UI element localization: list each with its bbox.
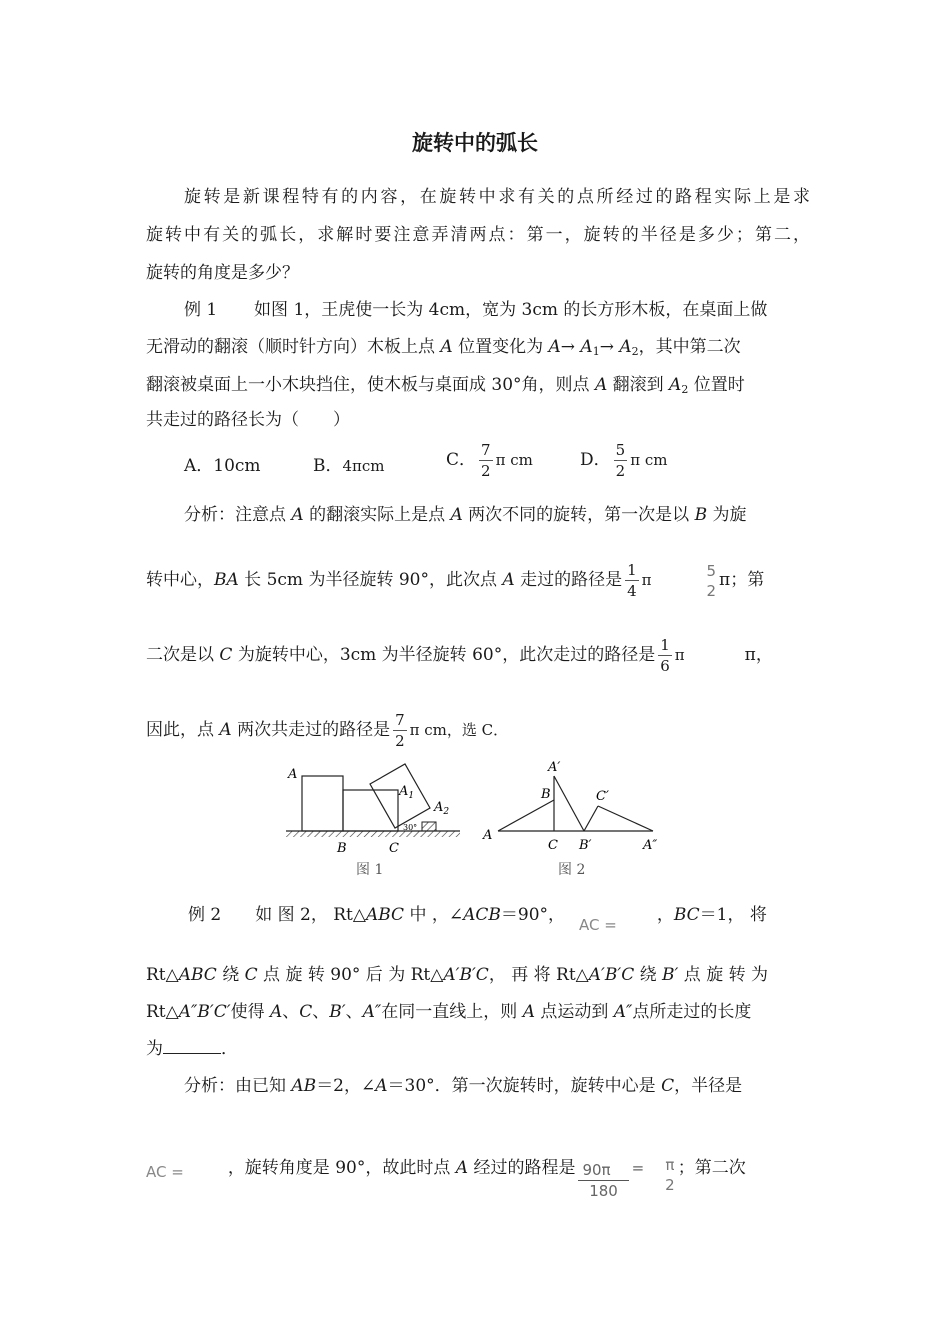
var-ApBpC: A′B′C [443,965,489,985]
an1-t6: 长 5cm 为半径旋转 90°，此次点 [238,570,503,590]
seg-ApBp [554,776,584,831]
ex1-text-3a: 翻滚被桌面上一小木块挡住，使木板与桌面成 30°角，则点 [146,375,595,395]
option-d-label: D． [580,450,611,470]
ex2-line-3 [146,997,810,1022]
ex2-line-2 [146,960,810,985]
ex2-t19: 点所走过的长度 [632,1002,752,1022]
ex1-text-2a: 无滑动的翻滚（顺时针方向）木板上点 [146,337,441,357]
var-A: A [522,1002,535,1022]
an2-t5: ，旋转角度是 90°，故此时点 [227,1158,456,1178]
pi-symbol: π [641,571,652,589]
an2-t7: ；第二次 [677,1158,746,1178]
var-Bp: B′ [329,1002,346,1022]
option-d-unit: π cm [630,451,668,469]
pi-symbol: π [674,646,685,664]
var-App: A″ [362,1002,382,1022]
ex1-label: 例 1 [184,300,218,320]
ex2-t15: 、 [312,1002,330,1022]
ex1-text-3c: 位置时 [688,375,745,395]
label-C-prime: C′ [596,789,609,804]
fig1-caption: 图 1 [356,862,384,878]
fraction-7-2 [393,710,407,751]
analysis1-line-3 [146,635,810,676]
an2-t4: ，半径是 [674,1076,743,1096]
an1-t11: π， [744,645,773,665]
var-C: C [299,1002,313,1022]
ex2-t20: 为 [146,1039,163,1059]
an2-t1: 分析：由已知 [184,1076,292,1096]
ex2-t12: Rt△ [146,1002,179,1022]
ex1-line-2 [146,332,810,358]
ex2-t8: 点 旋 转 90° 后 为 Rt△ [257,965,444,985]
ex2-t7: 绕 [216,965,245,985]
var-C: C [244,965,258,985]
frac-den: 2 [615,462,626,480]
frac-num: π [665,1155,675,1174]
an1-t8: π；第 [719,570,765,590]
label-A2: A [483,828,493,843]
ex2-t14: 、 [282,1002,300,1022]
intro-line-2: 旋转中有关的弧长，求解时要注意弄清两点：第一，旋转的半径是多少；第二， [146,225,810,245]
an1-t12: 因此，点 [146,720,220,740]
an1-t9: 二次是以 [146,645,220,665]
label-C: C [389,841,399,856]
var-ABC: ABC [365,905,405,925]
label-A-prime: A′ [548,760,561,775]
option-d [580,440,667,481]
figure-2 [478,756,678,880]
frac-num: 1 [627,561,637,579]
path-A1-A2: → A [599,337,632,357]
frac-den: 6 [660,657,670,675]
frac-num: 7 [481,441,491,459]
sub-2: 2 [681,383,689,396]
ex2-t5: ＝1， 将 [699,905,767,925]
var-A: A [269,1002,283,1022]
ex2-line-1 [188,900,810,934]
var-A: A [455,1158,469,1178]
var-C: C [219,645,233,665]
frac-den: 2 [706,581,717,600]
var-App: A″ [613,1002,633,1022]
ex2-t9: ， 再 将 Rt△ [488,965,589,985]
label-B2: B [541,787,551,802]
option-b-label: B． [313,456,343,476]
seg-CpApp [598,806,653,831]
ex2-t16: 、 [345,1002,363,1022]
frac-num: 90π [578,1160,628,1181]
ex2-t11: 点 旋 转 为 [678,965,769,985]
an1-t14: π cm，选 C． [409,721,509,739]
ex2-t10: 绕 [634,965,663,985]
an1-t3: 两次不同的旋转，第一次是以 [462,505,695,525]
ex1-text-1: 如图 1，王虎使一长为 4cm，宽为 3cm 的长方形木板，在桌面上做 [254,300,768,320]
path-A-A1: A→ A [548,337,593,357]
an1-t2: 的翻滚实际上是点 [303,505,451,525]
var-A: A [594,375,608,395]
page-title: 旋转中的弧长 [412,131,538,155]
ex2-t18: 点运动到 [534,1002,614,1022]
var-A: A [219,720,232,740]
sub-1: 1 [592,345,600,358]
frac-den: 2 [481,462,491,480]
board-position-1 [302,776,343,831]
an1-t5: 转中心， [146,570,214,590]
an1-t13: 两次共走过的路径是 [231,720,391,740]
an2-t3: ＝30°．第一次旋转时，旋转中心是 [387,1076,662,1096]
option-c [446,440,533,481]
table-hatch [286,831,460,837]
frac-num: 5 [706,561,717,580]
frac-num: 5 [615,441,626,459]
var-Bp: B′ [662,965,679,985]
sub-2: 2 [631,345,639,358]
frac-num: 7 [395,711,405,729]
ex2-t1: 例 2 如 图 2， Rt△ [188,905,366,925]
small-block [422,822,436,831]
an2-t6: 经过的路程是 [468,1158,576,1178]
fraction-1-6 [658,635,672,676]
analysis2-line-1 [184,1071,810,1096]
frac-den: 4 [627,582,637,600]
frac-den: 2 [395,732,405,750]
label-A2: $A_2$ [434,800,450,817]
label-B: B [337,841,347,856]
option-c-label: C． [446,450,477,470]
option-b [313,451,385,476]
var-ApBpC: A′B′C [588,965,635,985]
option-a: A．10cm [184,456,261,476]
result-pi-2 [665,1155,675,1195]
ex2-t2: 中 ，∠ [404,905,464,925]
option-d-fraction [614,440,628,481]
ex2-t4: ， [656,905,674,925]
ex2-t17: 在同一直线上，则 [381,1002,523,1022]
label-A-double-prime: A″ [643,838,658,853]
analysis1-line-1 [184,500,810,525]
frac-den: 2 [665,1175,675,1194]
var-C: C [661,1076,675,1096]
label-A: A [288,767,298,782]
var-A2: A [669,375,682,395]
var-BC: BC [673,905,700,925]
frac-num: 1 [660,636,670,654]
fig2-caption: 图 2 [558,862,586,878]
an1-t4: 为旋 [707,505,747,525]
ex2-t3: ＝90°， [500,905,566,925]
ex2-t21: ． [221,1039,238,1059]
label-C2: C [548,838,558,853]
label-B-prime: B′ [579,838,592,853]
frac-den: 180 [589,1182,618,1200]
option-c-fraction [479,440,493,481]
figure-1 [282,756,472,880]
ex1-line-1 [184,295,810,320]
seg-AB [498,800,554,831]
an1-t7: 走过的路径是 [514,570,623,590]
ex1-line-3 [146,370,810,396]
ex2-t6: Rt△ [146,965,179,985]
equals: = [631,1159,645,1177]
analysis1-line-4 [146,710,810,751]
label-A1: $A_1$ [399,784,415,801]
ex1-line-4: 共走过的路径长为（ ） [146,410,350,430]
an1-t10: 为旋转中心，3cm 为半径旋转 60°，此次走过的路径是 [232,645,656,665]
label-30deg: 30° [403,823,418,832]
var-B: B [694,505,708,525]
intro-line-1: 旋转是新课程特有的内容，在旋转中求有关的点所经过的路程实际上是求 [184,187,810,207]
var-AppBpCp: A″B′C′ [178,1002,231,1022]
intro-line-3: 旋转的角度是多少？ [146,263,299,283]
analysis2-line-2 [146,1148,810,1200]
answer-blank[interactable] [163,1039,221,1054]
option-b-value: 4πcm [342,457,385,475]
ex1-text-2b: 位置变化为 [452,337,549,357]
var-A: A [291,505,304,525]
analysis1-line-2 [146,560,810,601]
var-AB: AB [291,1076,317,1096]
ex2-t13: 使得 [230,1002,270,1022]
var-A: A [502,570,515,590]
result-5-2 [706,561,716,601]
var-BA: BA [214,570,239,590]
var-ABC: ABC [178,965,217,985]
ex1-text-3b: 翻滚到 [607,375,670,395]
ex1-text-2c: ，其中第二次 [638,337,741,357]
fraction-1-4 [625,560,639,601]
var-A: A [375,1076,388,1096]
var-ACB: ACB [463,905,501,925]
fraction-90pi-180 [578,1160,628,1201]
var-A: A [440,337,453,357]
board-position-2 [343,790,398,831]
ex2-line-4 [146,1034,810,1059]
an1-t1: 分析：注意点 [184,505,292,525]
option-c-unit: π cm [495,451,533,469]
var-A: A [450,505,463,525]
ac-placeholder: AC = [146,1163,184,1181]
ac-placeholder: AC = [579,916,617,934]
an2-t2: ＝2，∠ [316,1076,376,1096]
seg-BpCp [584,806,598,831]
